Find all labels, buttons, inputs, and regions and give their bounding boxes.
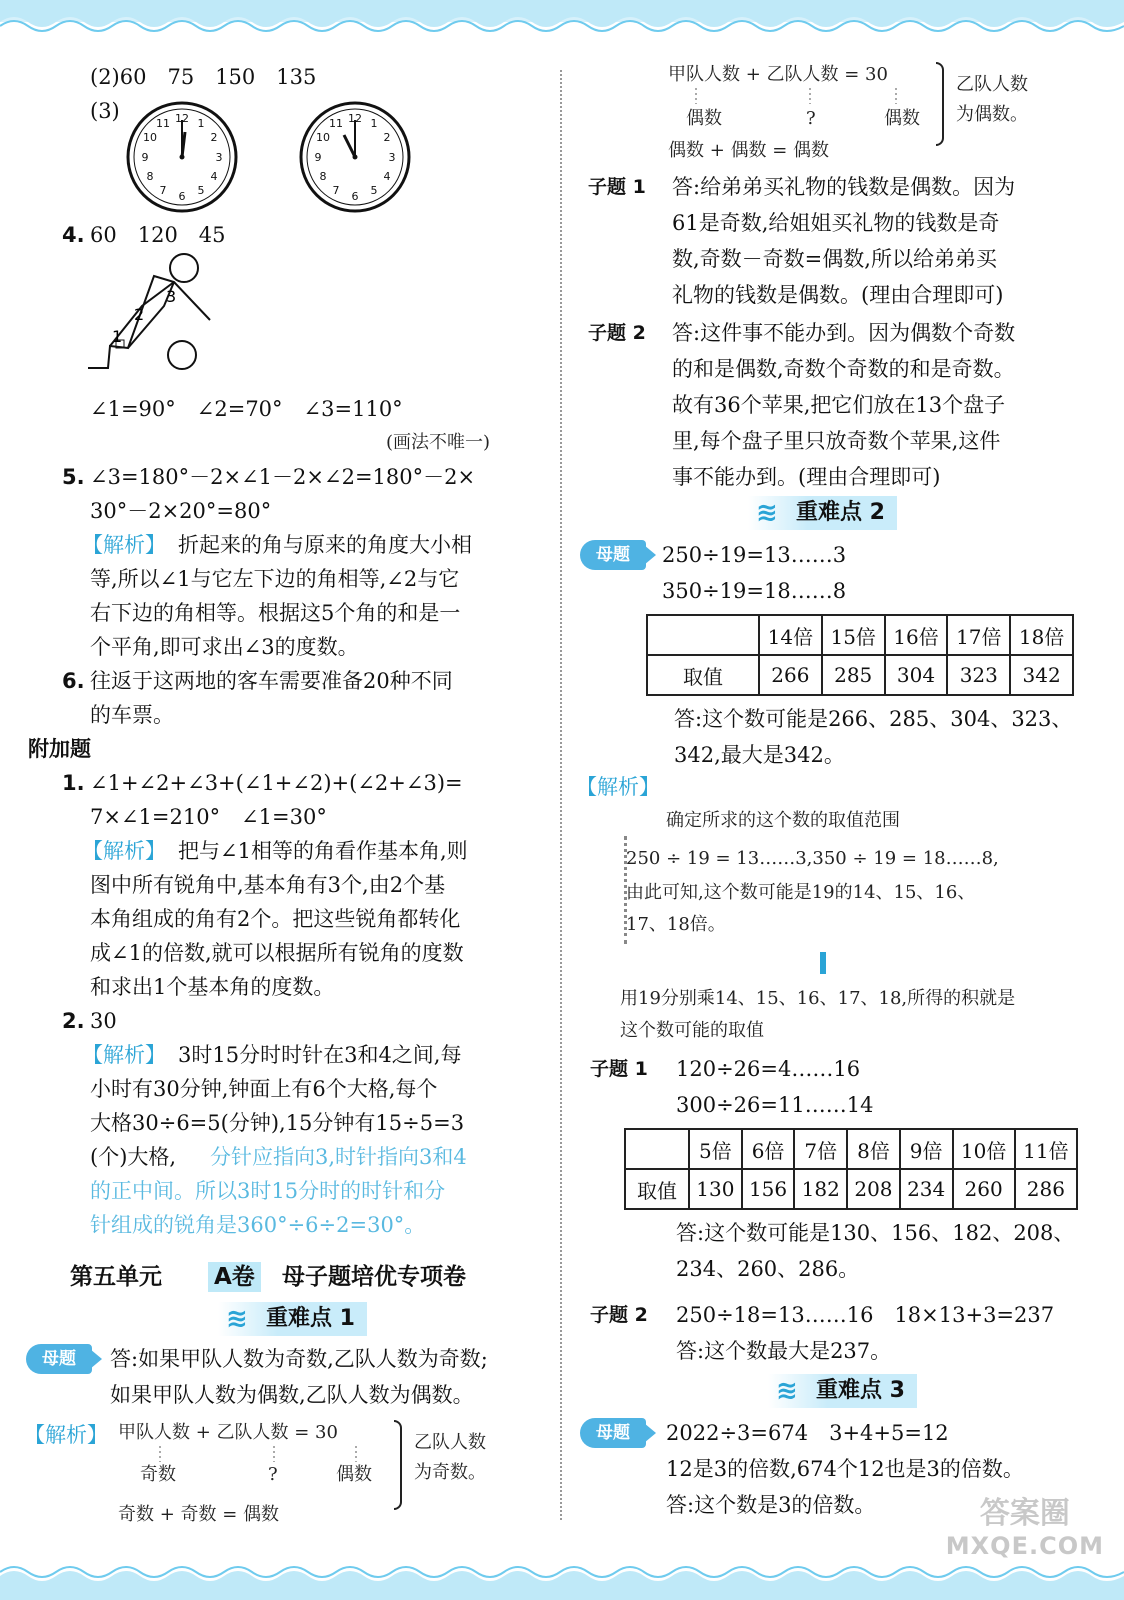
table-cell: 5倍 xyxy=(689,1129,742,1169)
svg-text:5: 5 xyxy=(197,184,205,197)
sub2-line-3: 故有36个苹果,把它们放在13个盘子 xyxy=(672,393,1006,417)
sub2-line-2: 的和是偶数,奇数个奇数的和是奇数。 xyxy=(672,357,1015,381)
diagram-bracket-right xyxy=(936,62,944,146)
bonus2-analysis-6: 针组成的锐角是360°÷6÷2=30°。 xyxy=(90,1213,426,1237)
sub1-line-2: 61是奇数,给姐姐买礼物的钱数是奇 xyxy=(672,211,1000,235)
table-row xyxy=(625,1129,1077,1169)
table-cell: 17倍 xyxy=(947,615,1010,655)
diagram-even-right-2: 偶数 xyxy=(884,108,920,129)
q4-values: 60 120 45 xyxy=(90,223,226,247)
table-cell: 286 xyxy=(1015,1169,1077,1209)
angle-label-3: 3 xyxy=(166,287,177,306)
q5-line-1: ∠3=180°－2×∠1－2×∠2=180°－2× xyxy=(90,465,476,489)
multiples-table-19 xyxy=(646,614,1074,696)
sub-question-1b-label: 子题 1 xyxy=(590,1058,648,1080)
sub2-line-1: 答:这件事不能办到。因为偶数个奇数 xyxy=(672,321,1016,345)
table-cell: 266 xyxy=(759,655,822,695)
bonus1-analysis-3: 本角组成的角有2个。把这些锐角都转化 xyxy=(90,907,461,931)
sub2b-line-1: 250÷18=13……16 18×13+3=237 xyxy=(676,1303,1055,1327)
q5-line-2: 30°－2×20°=80° xyxy=(90,499,272,523)
watermark-logo xyxy=(946,1488,1104,1560)
svg-text:11: 11 xyxy=(329,117,343,130)
q3-part2: (2)60 75 150 135 xyxy=(90,65,317,89)
table-cell: 15倍 xyxy=(822,615,885,655)
mother1-analysis-tag: 【解析】 xyxy=(24,1423,108,1447)
bonus1-analysis-tag: 【解析】 xyxy=(82,839,166,863)
diagram-odd-sum: 奇数 + 奇数 = 偶数 xyxy=(118,1504,280,1525)
diagram-conclusion-1b: 为奇数。 xyxy=(414,1462,486,1483)
table-cell xyxy=(647,615,759,655)
bonus1-analysis-5: 和求出1个基本角的度数。 xyxy=(90,975,335,999)
wave-icon: ≋ xyxy=(756,498,778,528)
watermark-line-1: 答案圈 xyxy=(979,1496,1070,1531)
clock-face-12-oclock xyxy=(125,100,239,214)
svg-text:8: 8 xyxy=(319,170,327,183)
diagram-conclusion-2: 乙队人数 xyxy=(956,74,1028,95)
bonus1-number: 1. xyxy=(62,771,85,795)
column-divider xyxy=(560,70,562,1520)
svg-text:5: 5 xyxy=(370,184,378,197)
analysis-box-line-3: 17、18倍。 xyxy=(626,914,726,935)
diagram-question: ? xyxy=(268,1464,278,1485)
svg-text:10: 10 xyxy=(316,131,330,144)
q5-analysis-3: 右下边的角相等。根据这5个角的和是一 xyxy=(90,601,461,625)
mother2-answer-1: 答:这个数可能是266、285、304、323、 xyxy=(674,707,1073,731)
sub2-line-5: 事不能办到。(理由合理即可) xyxy=(672,465,941,489)
clock-face-11-oclock xyxy=(298,100,412,214)
q5-analysis-tag: 【解析】 xyxy=(82,533,166,557)
table-cell: 304 xyxy=(885,655,948,695)
diagram-even-right: 偶数 xyxy=(336,1464,372,1485)
section-title-1 xyxy=(218,1302,367,1336)
mother2-analysis-tag: 【解析】 xyxy=(576,775,660,799)
q5-analysis-1: 折起来的角与原来的角度大小相 xyxy=(178,533,472,557)
table-cell: 18倍 xyxy=(1010,615,1073,655)
mother3-answer: 答:这个数是3的倍数。 xyxy=(666,1493,876,1517)
sub2-line-4: 里,每个盘子里只放奇数个苹果,这件 xyxy=(672,429,1001,453)
arrow-down-icon xyxy=(820,952,826,974)
bonus2-analysis-1: 3时15分时时针在3和4之间,每 xyxy=(178,1043,462,1067)
bonus2-analysis-3: 大格30÷6=5(分钟),15分钟有15÷5=3 xyxy=(90,1111,465,1135)
sub-question-2-label: 子题 2 xyxy=(588,322,646,344)
sub1b-answer-2: 234、260、286。 xyxy=(676,1257,860,1281)
bonus1-line-1: ∠1+∠2+∠3+(∠1+∠2)+(∠2+∠3)= xyxy=(90,771,463,795)
sub2b-answer: 答:这个数最大是237。 xyxy=(676,1339,892,1363)
diagram-dotted-links-left xyxy=(150,1446,380,1462)
table-row xyxy=(647,615,1073,655)
sub-question-2b-label: 子题 2 xyxy=(590,1304,648,1326)
angle-label-1: 1 xyxy=(112,327,123,346)
sub1b-line-1: 120÷26=4……16 xyxy=(676,1057,861,1081)
bonus2-analysis-4a: (个)大格, xyxy=(90,1145,177,1169)
table-row xyxy=(625,1169,1077,1209)
table-cell: 234 xyxy=(900,1169,953,1209)
wave-icon: ≋ xyxy=(226,1304,248,1334)
section-title-1-text: 重难点 1 xyxy=(266,1306,355,1331)
diagram-odd-left: 奇数 xyxy=(140,1464,176,1485)
drawing-note: (画法不唯一) xyxy=(386,432,491,453)
table-cell: 323 xyxy=(947,655,1010,695)
unit-label: 第五单元 xyxy=(70,1264,162,1290)
table-cell: 342 xyxy=(1010,655,1073,695)
svg-text:11: 11 xyxy=(156,117,170,130)
svg-text:6: 6 xyxy=(178,190,186,203)
q4-number: 4. xyxy=(62,223,85,247)
hint-multiply-2: 这个数可能的取值 xyxy=(620,1020,764,1041)
table-cell xyxy=(625,1129,689,1169)
mother1-answer-2: 如果甲队人数为偶数,乙队人数为偶数。 xyxy=(110,1383,474,1407)
bonus2-analysis-4b: 分针应指向3,时针指向3和4 xyxy=(210,1145,467,1169)
q3-part3: (3) xyxy=(90,99,120,123)
mother-question-badge-2: 母题 xyxy=(580,540,646,570)
bottom-wave-border xyxy=(0,1562,1124,1600)
svg-text:3: 3 xyxy=(388,151,396,164)
sub1-line-3: 数,奇数－奇数=偶数,所以给弟弟买 xyxy=(672,247,997,271)
bonus2-number: 2. xyxy=(62,1009,85,1033)
svg-text:9: 9 xyxy=(314,151,322,164)
watermark-line-2: MXQE.COM xyxy=(945,1532,1104,1560)
sub-question-1-label: 子题 1 xyxy=(588,176,646,198)
bonus1-analysis-2: 图中所有锐角中,基本角有3个,由2个基 xyxy=(90,873,446,897)
diagram-bracket-left xyxy=(394,1420,402,1510)
hint-range: 确定所求的这个数的取值范围 xyxy=(666,810,900,831)
folded-angle-figure xyxy=(84,252,224,382)
table-cell: 9倍 xyxy=(900,1129,953,1169)
unit-title: 母子题培优专项卷 xyxy=(282,1264,466,1290)
table-cell: 7倍 xyxy=(794,1129,847,1169)
section-title-3-text: 重难点 3 xyxy=(816,1378,905,1403)
table-cell: 10倍 xyxy=(953,1129,1015,1169)
q6-line-2: 的车票。 xyxy=(90,703,174,727)
bonus2-analysis-tag: 【解析】 xyxy=(82,1043,166,1067)
mother-question-badge: 母题 xyxy=(26,1344,92,1374)
table-cell: 182 xyxy=(794,1169,847,1209)
analysis-box-line-1: 250 ÷ 19 = 13……3,350 ÷ 19 = 18……8, xyxy=(626,848,999,869)
diagram-dotted-links-right xyxy=(688,88,918,104)
table-cell: 14倍 xyxy=(759,615,822,655)
sub1b-line-2: 300÷26=11……14 xyxy=(676,1093,874,1117)
table-cell: 11倍 xyxy=(1015,1129,1077,1169)
bonus1-line-2: 7×∠1=210° ∠1=30° xyxy=(90,805,327,829)
angle-results: ∠1=90° ∠2=70° ∠3=110° xyxy=(90,397,403,421)
svg-text:8: 8 xyxy=(146,170,154,183)
table-cell: 130 xyxy=(689,1169,742,1209)
table-cell: 285 xyxy=(822,655,885,695)
diagram-question-right: ? xyxy=(806,108,816,129)
mother3-line-1: 2022÷3=674 3+4+5=12 xyxy=(666,1421,949,1445)
table-cell: 156 xyxy=(742,1169,795,1209)
diagram-equation-even: 甲队人数 + 乙队人数 = 30 xyxy=(668,64,888,85)
q6-line-1: 往返于这两地的客车需要准备20种不同 xyxy=(90,669,453,693)
section-title-2-text: 重难点 2 xyxy=(796,500,885,525)
table-cell: 16倍 xyxy=(885,615,948,655)
section-title-3 xyxy=(768,1374,917,1408)
mother2-line-1: 250÷19=13……3 xyxy=(662,543,847,567)
multiples-table-26 xyxy=(624,1128,1078,1210)
svg-text:3: 3 xyxy=(215,151,223,164)
mother-question-badge-3: 母题 xyxy=(580,1418,646,1448)
svg-text:7: 7 xyxy=(332,184,340,197)
q5-analysis-2: 等,所以∠1与它左下边的角相等,∠2与它 xyxy=(90,567,460,591)
bonus2-analysis-5: 的正中间。所以3时15分时的时针和分 xyxy=(90,1179,446,1203)
svg-text:9: 9 xyxy=(141,151,149,164)
diagram-even-left: 偶数 xyxy=(686,108,722,129)
wave-icon: ≋ xyxy=(776,1376,798,1406)
svg-text:2: 2 xyxy=(383,131,391,144)
sub1-line-1: 答:给弟弟买礼物的钱数是偶数。因为 xyxy=(672,175,1016,199)
svg-text:2: 2 xyxy=(210,131,218,144)
svg-text:7: 7 xyxy=(159,184,167,197)
diagram-equation-odd: 甲队人数 + 乙队人数 = 30 xyxy=(118,1422,338,1443)
svg-text:4: 4 xyxy=(210,170,218,183)
svg-text:1: 1 xyxy=(370,117,378,130)
svg-text:12: 12 xyxy=(348,112,362,125)
table-cell: 208 xyxy=(847,1169,900,1209)
svg-text:1: 1 xyxy=(197,117,205,130)
mother3-line-2: 12是3的倍数,674个12也是3的倍数。 xyxy=(666,1457,1024,1481)
section-title-2 xyxy=(748,496,897,530)
q5-analysis-4: 个平角,即可求出∠3的度数。 xyxy=(90,635,359,659)
bonus2-analysis-2: 小时有30分钟,钟面上有6个大格,每个 xyxy=(90,1077,438,1101)
q5-number: 5. xyxy=(62,465,85,489)
bonus2-value: 30 xyxy=(90,1009,117,1033)
bonus1-analysis-4: 成∠1的倍数,就可以根据所有锐角的度数 xyxy=(90,941,464,965)
diagram-even-sum: 偶数 + 偶数 = 偶数 xyxy=(668,140,830,161)
diagram-conclusion-2b: 为偶数。 xyxy=(956,104,1028,125)
svg-text:6: 6 xyxy=(351,190,359,203)
table-cell: 6倍 xyxy=(742,1129,795,1169)
svg-text:10: 10 xyxy=(143,131,157,144)
svg-text:12: 12 xyxy=(175,112,189,125)
table-cell: 取值 xyxy=(647,655,759,695)
mother1-answer-1: 答:如果甲队人数为奇数,乙队人数为奇数; xyxy=(110,1347,488,1371)
diagram-conclusion-1: 乙队人数 xyxy=(414,1432,486,1453)
q6-number: 6. xyxy=(62,669,85,693)
bonus-heading: 附加题 xyxy=(28,737,91,761)
sub1b-answer-1: 答:这个数可能是130、156、182、208、 xyxy=(676,1221,1075,1245)
mother2-line-2: 350÷19=18……8 xyxy=(662,579,847,603)
analysis-box-line-2: 由此可知,这个数可能是19的14、15、16、 xyxy=(626,882,976,903)
mother2-answer-2: 342,最大是342。 xyxy=(674,743,845,767)
table-cell: 8倍 xyxy=(847,1129,900,1169)
table-cell: 取值 xyxy=(625,1169,689,1209)
paper-label: A卷 xyxy=(208,1262,261,1292)
angle-label-2: 2 xyxy=(134,305,145,324)
table-cell: 260 xyxy=(953,1169,1015,1209)
hint-multiply-1: 用19分别乘14、15、16、17、18,所得的积就是 xyxy=(620,988,1016,1009)
bonus1-analysis-1: 把与∠1相等的角看作基本角,则 xyxy=(178,839,468,863)
top-wave-border xyxy=(0,0,1124,40)
svg-text:4: 4 xyxy=(383,170,391,183)
table-row xyxy=(647,655,1073,695)
sub1-line-4: 礼物的钱数是偶数。(理由合理即可) xyxy=(672,283,1004,307)
